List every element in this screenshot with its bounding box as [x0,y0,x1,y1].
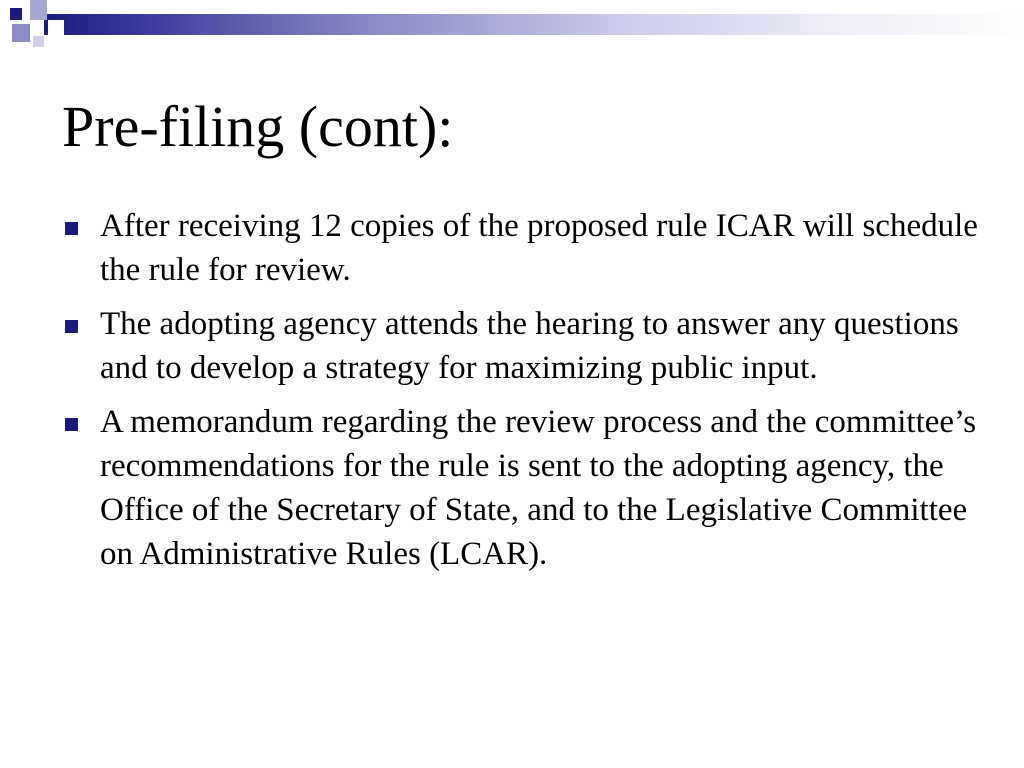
decorative-square [30,0,47,20]
slide-title: Pre-filing (cont): [62,94,454,159]
bullet-item [100,302,980,390]
bullet-text: The adopting agency attends the hearing to answer any questions and to develop a strategy for maximizing public input. [100,306,959,386]
decorative-square [48,20,64,36]
square-bullet-icon [65,222,78,235]
bullet-text: After receiving 12 copies of the proposed rule ICAR will schedule the rule for review. [100,208,978,288]
bullet-item [100,204,980,292]
decorative-square [33,36,44,47]
decorative-square [12,24,30,42]
bullet-text: A memorandum regarding the review process and the committee’s recommendations for the rule is sent to the adopting agency, the Office of the Secretary of State, and to the Legislative Committee on Administrative Rules (LCAR). [100,404,977,572]
square-bullet-icon [65,320,78,333]
bullet-list [100,204,980,586]
square-bullet-icon [65,418,78,431]
decorative-square [10,8,22,20]
bullet-item [100,400,980,576]
header-gradient-band [44,14,1024,35]
